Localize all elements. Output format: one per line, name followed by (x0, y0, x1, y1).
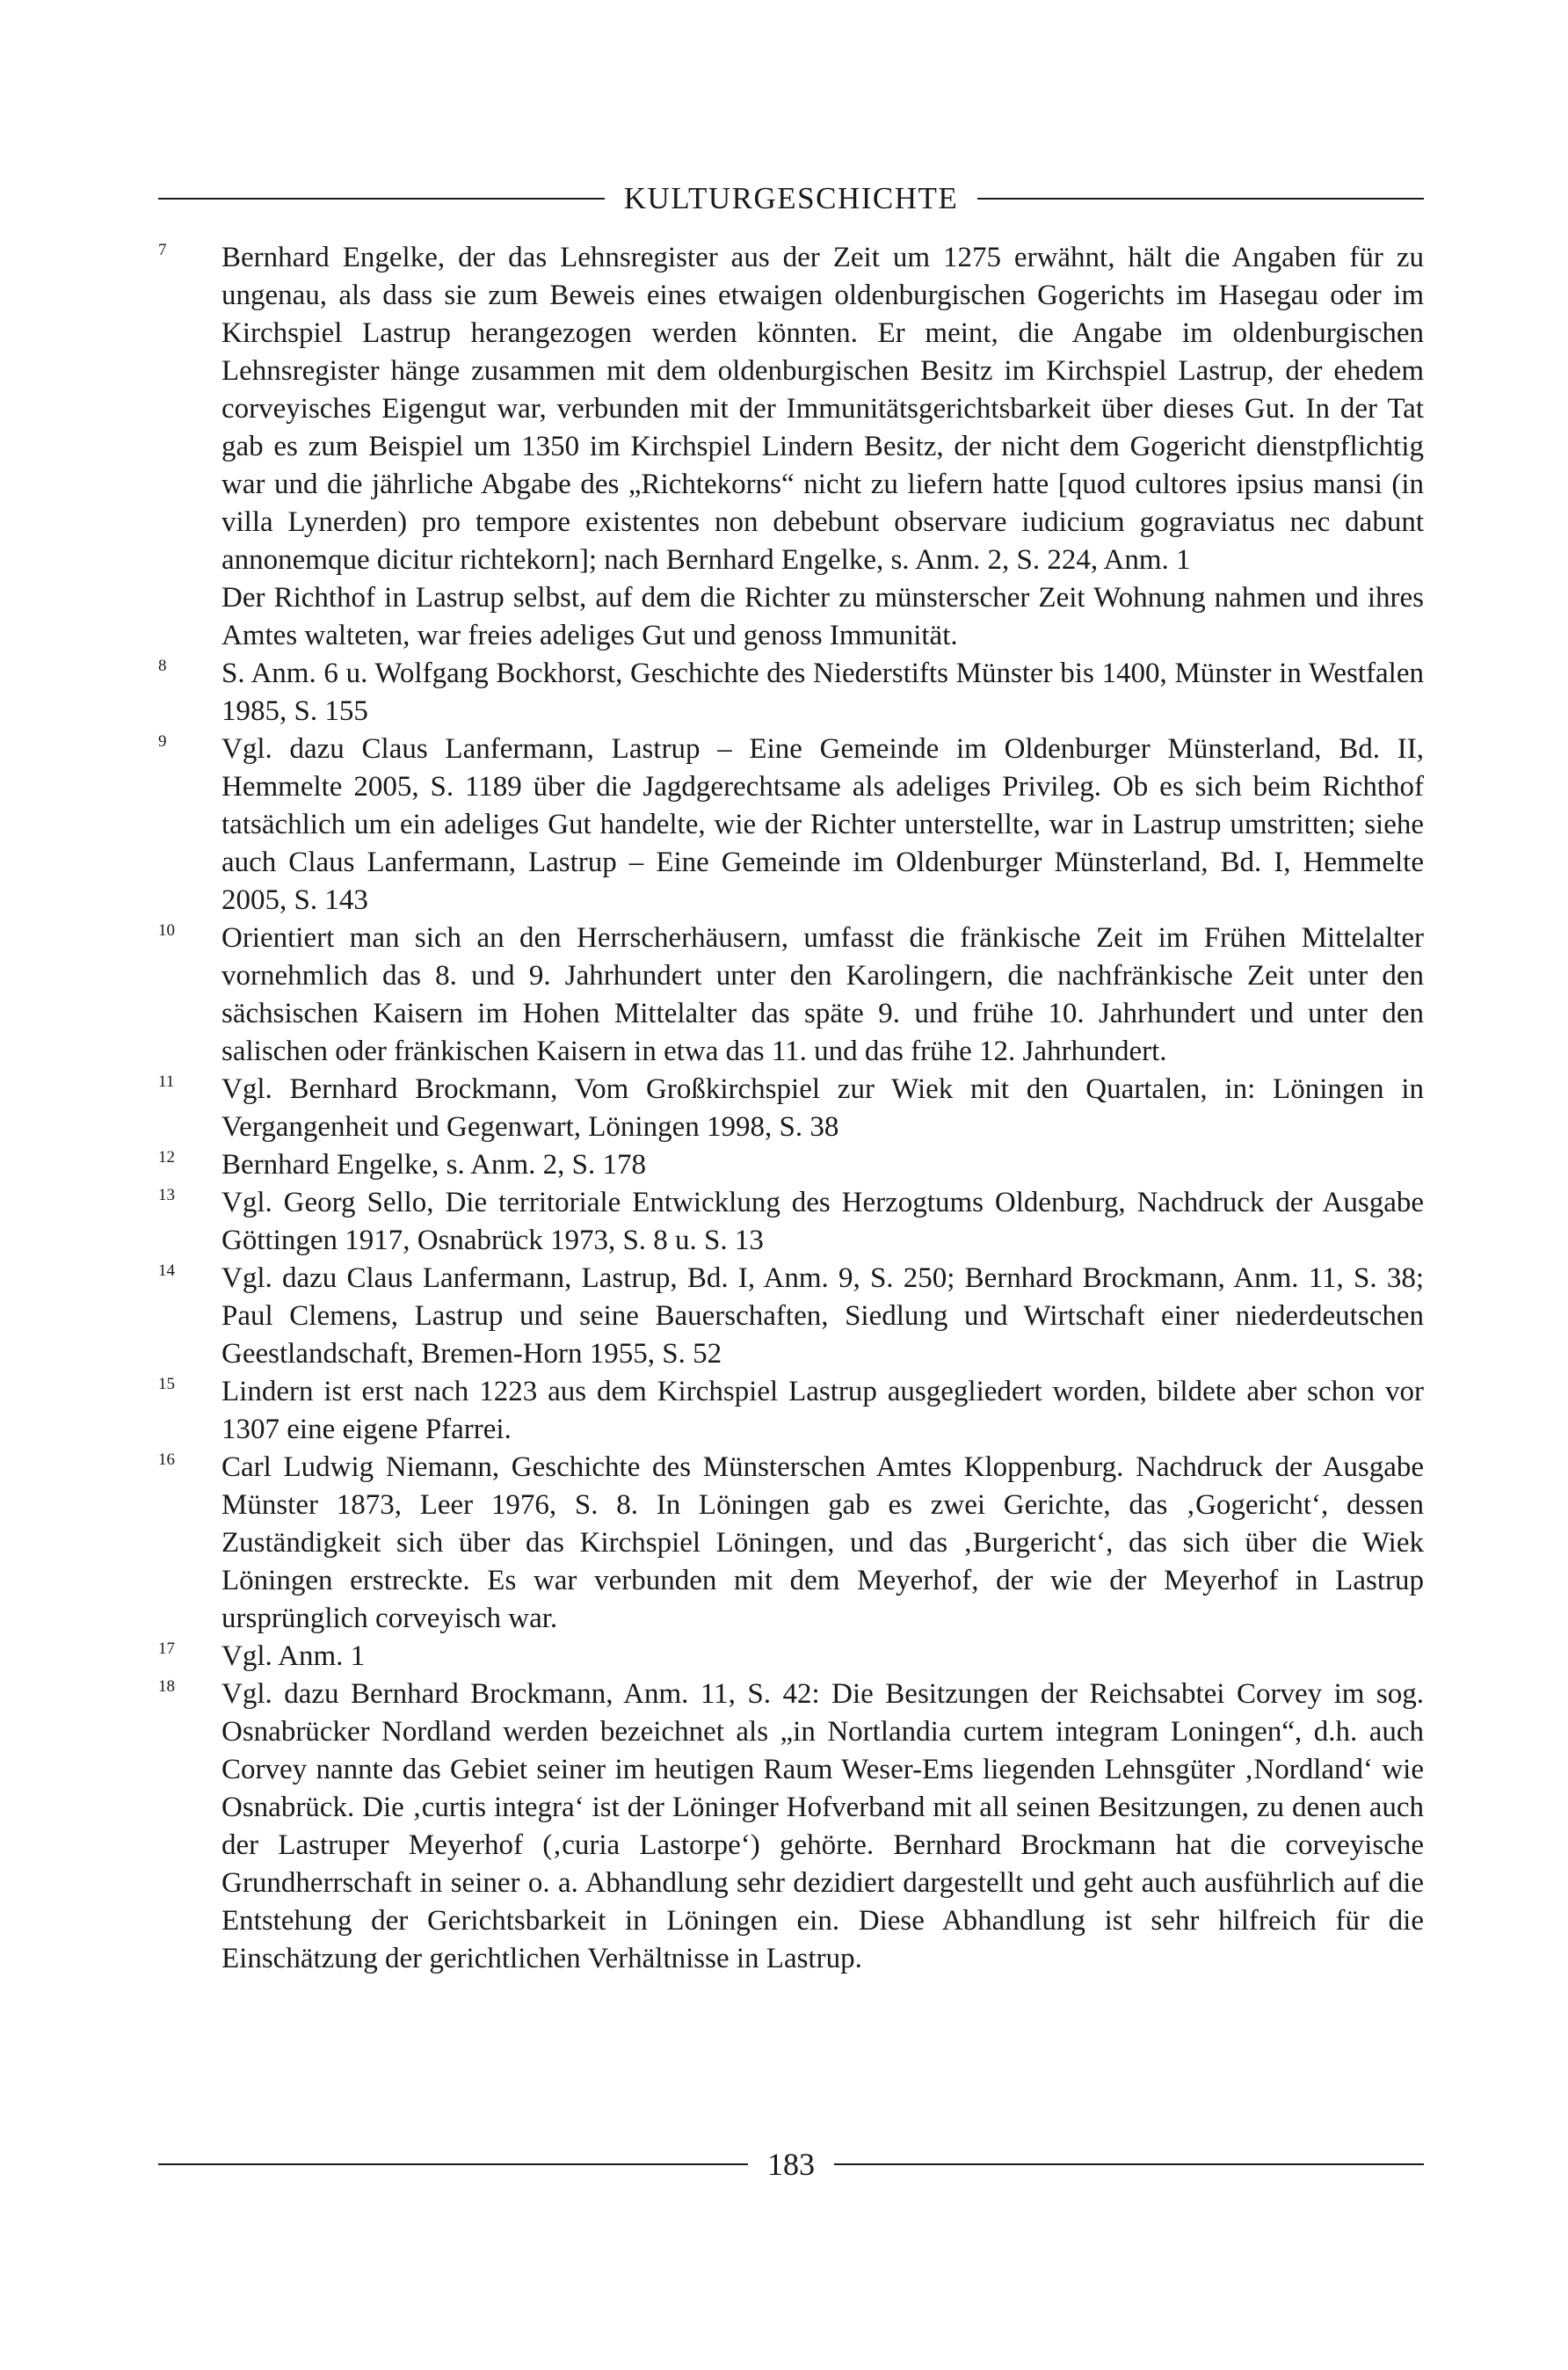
footnote (158, 1373, 1424, 1449)
footnote-text: Vgl. Georg Sello, Die territoriale Entwicklung des Herzogtums Oldenburg, Nachdruck der Ausgabe Göttingen 1917, Osnabrück 1973, S. 8 u. S. 13 (221, 1187, 1424, 1256)
footnote-text: Orientiert man sich an den Herrscherhäusern, umfasst die fränkische Zeit im Frühen Mittelalter vornehmlich das 8. und 9. Jahrhundert unter den Karolingern, die nachfränkische Zeit unter den sächsischen Kaisern im Hohen Mittelalter das späte 9. und frühe 10. Jahrhundert und unter den salischen oder fränkischen Kaisern in etwa das 11. und das frühe 12. Jahrhundert. (221, 922, 1424, 1067)
footnote-text: Vgl. dazu Claus Lanfermann, Lastrup – Eine Gemeinde im Oldenburger Münsterland, Bd. II, Hemmelte 2005, S. 1189 über die Jagdgerechtsame als adeliges Privileg. Ob es sich beim Richthof tatsächlich um ein adeliges Gut handelte, wie der Richter unterstellte, war in Lastrup umstritten; siehe auch Claus Lanfermann, Lastrup – Eine Gemeinde im Oldenburger Münsterland, Bd. I, Hemmelte 2005, S. 143 (221, 733, 1424, 916)
running-title: KULTURGESCHICHTE (623, 181, 959, 215)
footnote-text: Bernhard Engelke, s. Anm. 2, S. 178 (221, 1149, 647, 1181)
footnote-text: Vgl. Anm. 1 (221, 1640, 366, 1672)
header-rule-right (977, 198, 1424, 200)
footnote (158, 655, 1424, 731)
footnote-text: Bernhard Engelke, der das Lehnsregister aus der Zeit um 1275 erwähnt, hält die Angaben für zu ungenau, als dass sie zum Beweis eines etwaigen oldenburgischen Gogerichts im Hasegau oder im Kirchspiel Lastrup herangezogen werden könnten. Er meint, die Angabe im oldenburgischen Lehnsregister hänge zusammen mit dem oldenburgischen Besitz im Kirchspiel Lastrup, der ehedem corveyisches Eigengut war, verbunden mit der Immunitätsgerichtsbarkeit über dieses Gut. In der Tat gab es zum Beispiel um 1350 im Kirchspiel Lindern Besitz, der nicht dem Gogericht dienstpflichtig war und die jährliche Abgabe des „Richtekorns“ nicht zu liefern hatte [quod cultores ipsius mansi (in villa Lynerden) pro tempore existentes non debebunt observare iudicium gograviatus nec dabunt annonemque dicitur richtekorn]; nach Bernhard Engelke, s. Anm. 2, S. 224, Anm. 1 (221, 242, 1424, 576)
footer-rule-left (158, 2163, 748, 2165)
footnote-number: 7 (158, 241, 167, 259)
footnote-text: Vgl. dazu Bernhard Brockmann, Anm. 11, S. 42: Die Besitzungen der Reichsabtei Corvey im sog. Osnabrücker Nordland werden bezeichnet als „in Nortlandia curtem integram Loningen“, d.h. auch Corvey nannte das Gebiet seiner im heutigen Raum Weser-Ems liegenden Lehnsgüter ‚Nordland‘ wie Osnabrück. Die ‚curtis integra‘ ist der Löninger Hofverband mit all seinen Besitzungen, zu denen auch der Lastruper Meyerhof (‚curia Lastorpe‘) gehörte. Bernhard Brockmann hat die corveyische Grundherrschaft in seiner o. a. Abhandlung sehr dezidiert dargestellt und geht auch ausführlich auf die Entstehung der Gerichtsbarkeit in Löningen ein. Diese Abhandlung ist sehr hilfreich für die Einschätzung der gerichtlichen Verhältnisse in Lastrup. (221, 1678, 1424, 1974)
footnote-number: 17 (158, 1639, 175, 1658)
footnote (158, 731, 1424, 920)
page-number: 183 (767, 2147, 815, 2182)
footnote-text: Vgl. dazu Claus Lanfermann, Lastrup, Bd. I, Anm. 9, S. 250; Bernhard Brockmann, Anm. 11, S. 38; Paul Clemens, Lastrup und seine Bauerschaften, Siedlung und Wirtschaft einer niederdeutschen Geestlandschaft, Bremen-Horn 1955, S. 52 (221, 1262, 1424, 1370)
footnote (158, 1071, 1424, 1146)
footnote-text: Carl Ludwig Niemann, Geschichte des Münsterschen Amtes Kloppenburg. Nachdruck der Ausgabe Münster 1873, Leer 1976, S. 8. In Löningen gab es zwei Gerichte, das ‚Gogericht‘, dessen Zuständigkeit sich über das Kirchspiel Löningen, und das ‚Burgericht‘, das sich über die Wiek Löningen erstreckte. Es war verbunden mit dem Meyerhof, der wie der Meyerhof in Lastrup ursprünglich corveyisch war. (221, 1451, 1424, 1634)
footnote-number: 15 (158, 1375, 175, 1393)
footnote (158, 1638, 1424, 1676)
footnote-text: Der Richthof in Lastrup selbst, auf dem die Richter zu münsterscher Zeit Wohnung nahmen und ihres Amtes walteten, war freies adeliges Gut und genoss Immunität. (221, 582, 1424, 651)
footnote (158, 1184, 1424, 1260)
footnotes-list (158, 239, 1424, 1978)
running-header (158, 172, 1424, 225)
footnote-text: Vgl. Bernhard Brockmann, Vom Großkirchspiel zur Wiek mit den Quartalen, in: Löningen in Vergangenheit und Gegenwart, Löningen 1998, S. 38 (221, 1073, 1424, 1143)
footnote-number: 13 (158, 1186, 175, 1204)
footnote (158, 1146, 1424, 1184)
page-footer (158, 2138, 1424, 2191)
footnote-number: 14 (158, 1261, 175, 1280)
footnote-text: S. Anm. 6 u. Wolfgang Bockhorst, Geschichte des Niederstifts Münster bis 1400, Münster in Westfalen 1985, S. 155 (221, 658, 1424, 727)
footnote-number: 11 (158, 1072, 175, 1091)
footnote (158, 239, 1424, 655)
footnote (158, 1260, 1424, 1373)
footer-rule-right (834, 2163, 1424, 2165)
footnote (158, 920, 1424, 1071)
footnote-number: 12 (158, 1148, 175, 1167)
footnote-number: 10 (158, 921, 175, 940)
header-rule-left (158, 198, 605, 200)
footnote (158, 1676, 1424, 1978)
footnote-number: 16 (158, 1450, 175, 1469)
footnote-number: 8 (158, 657, 167, 675)
footnote-number: 18 (158, 1677, 175, 1696)
footnote-number: 9 (158, 732, 167, 751)
footnote-text: Lindern ist erst nach 1223 aus dem Kirchspiel Lastrup ausgegliedert worden, bildete aber schon vor 1307 eine eigene Pfarrei. (221, 1376, 1424, 1445)
footnote (158, 1449, 1424, 1638)
